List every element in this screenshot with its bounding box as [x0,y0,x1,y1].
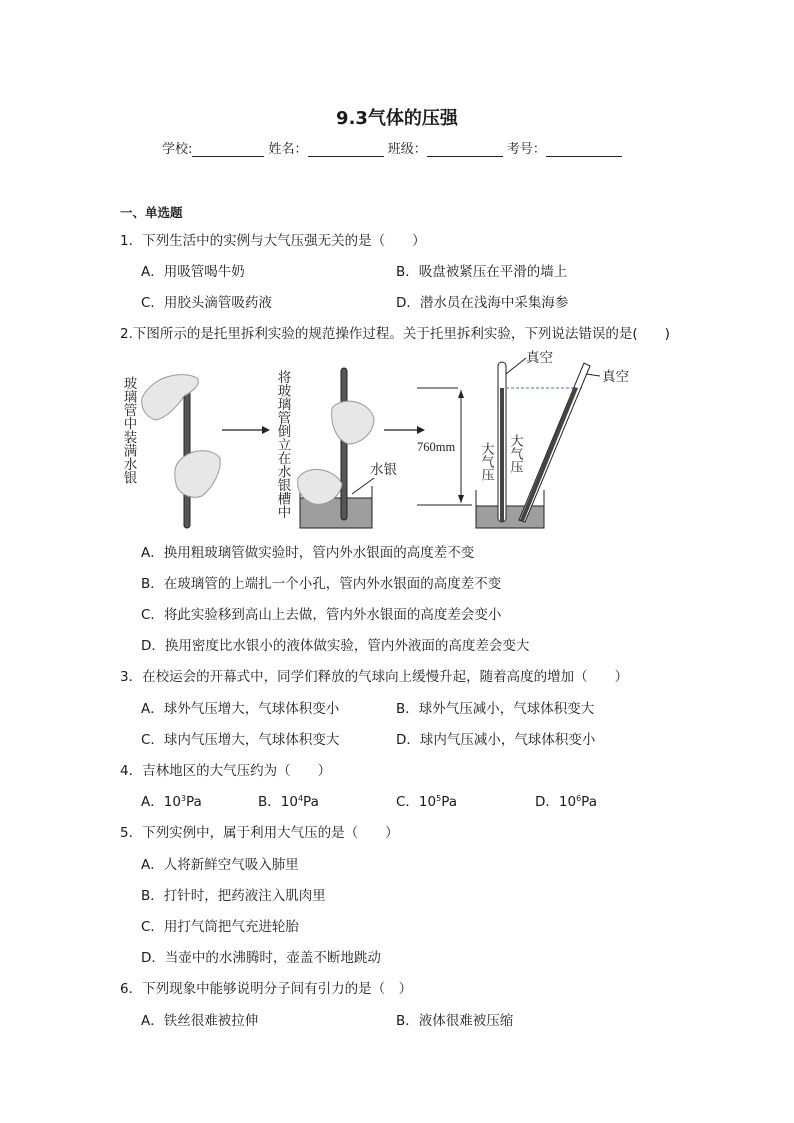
question-2-option-a[interactable]: A．换用粗玻璃管做实验时，管内外水银面的高度差不变 [141,545,475,561]
mercury-label: 水银 [370,462,397,477]
question-6-stem: 6．下列现象中能够说明分子间有引力的是（ ） [120,981,413,997]
question-3-option-a[interactable]: A．球外气压增大，气球体积变小 [141,701,340,717]
question-3-option-c[interactable]: C．球内气压增大，气球体积变大 [141,732,340,748]
question-1-option-b[interactable]: B．吸盘被紧压在平滑的墙上 [396,264,568,280]
school-blank[interactable] [192,142,264,157]
question-4-option-b[interactable]: B．$10^4Pa$ [258,794,319,810]
question-4-option-d[interactable]: D．$10^6Pa$ [535,794,597,810]
school-label: 学校: [162,142,193,157]
question-5-option-d[interactable]: D．当壶中的水沸腾时，壶盖不断地跳动 [141,950,381,966]
question-1-option-a[interactable]: A．用吸管喝牛奶 [141,264,245,280]
glass-tube-1 [184,376,190,528]
glass-tube-2 [341,368,347,520]
exam-no-label: 考号： [506,142,546,157]
question-4-option-c[interactable]: C．$10^5Pa$ [396,794,458,810]
question-4-stem: 4．吉林地区的大气压约为（ ） [120,763,332,779]
question-3-option-b[interactable]: B．球外气压减小，气球体积变大 [396,701,595,717]
student-info-line [162,138,622,157]
height-label: 760mm [417,440,456,454]
question-5-option-c[interactable]: C．用打气筒把气充进轮胎 [141,919,299,935]
atm-label-2: 大气压 [508,434,524,473]
class-label: 班级： [387,142,427,157]
question-1-option-c[interactable]: C．用胶头滴管吸药液 [141,295,272,311]
arrow-right-icon [417,426,425,434]
question-5-option-a[interactable]: A．人将新鲜空气吸入肺里 [141,857,299,873]
hand-holding-icon [332,401,374,444]
atm-label-1: 大气压 [479,442,495,481]
section-title: 一、单选题 [120,205,183,220]
name-label: 姓名： [268,142,308,157]
class-blank[interactable] [427,142,503,157]
question-3-option-d[interactable]: D．球内气压减小，气球体积变小 [396,732,596,748]
vacuum-label-1: 真空 [526,350,553,365]
step1-label: 玻璃管中装满水银 [121,376,137,484]
question-4-option-a[interactable]: A．$10^3Pa$ [141,794,202,810]
mercury-trough-2 [476,506,544,528]
question-2-option-c[interactable]: C．将此实验移到高山上去做，管内外水银面的高度差会变小 [141,607,502,623]
exam-no-blank[interactable] [546,142,622,157]
question-5-option-b[interactable]: B．打针时，把药液注入肌肉里 [141,888,326,904]
vacuum-label-2: 真空 [602,369,629,384]
question-2-stem: 2.下图所示的是托里拆利实验的规范操作过程。关于托里拆利实验，下列说法错误的是( ) [120,326,670,342]
torricelli-figure [112,348,672,542]
question-1-option-d[interactable]: D．潜水员在浅海中采集海参 [396,295,569,311]
page-title: 9.3气体的压强 [336,108,458,129]
question-2-option-b[interactable]: B．在玻璃管的上端扎一个小孔，管内外水银面的高度差不变 [141,576,502,592]
question-6-option-b[interactable]: B．液体很难被压缩 [396,1013,514,1029]
question-2-option-d[interactable]: D．换用密度比水银小的液体做实验，管内外液面的高度差会变大 [141,638,530,654]
name-blank[interactable] [308,142,384,157]
question-5-stem: 5．下列实例中，属于利用大气压的是（ ） [120,825,399,841]
question-6-option-a[interactable]: A．铁丝很难被拉伸 [141,1013,259,1029]
arrow-right-icon [262,426,270,434]
step2-label: 将玻璃管倒立在水银槽中 [275,370,291,519]
question-1-stem: 1．下列生活中的实例与大气压强无关的是（ ） [120,233,426,249]
hand-bottom-icon [175,451,220,498]
question-3-stem: 3．在校运会的开幕式中，同学们释放的气球向上缓慢升起，随着高度的增加（ ） [120,669,629,685]
